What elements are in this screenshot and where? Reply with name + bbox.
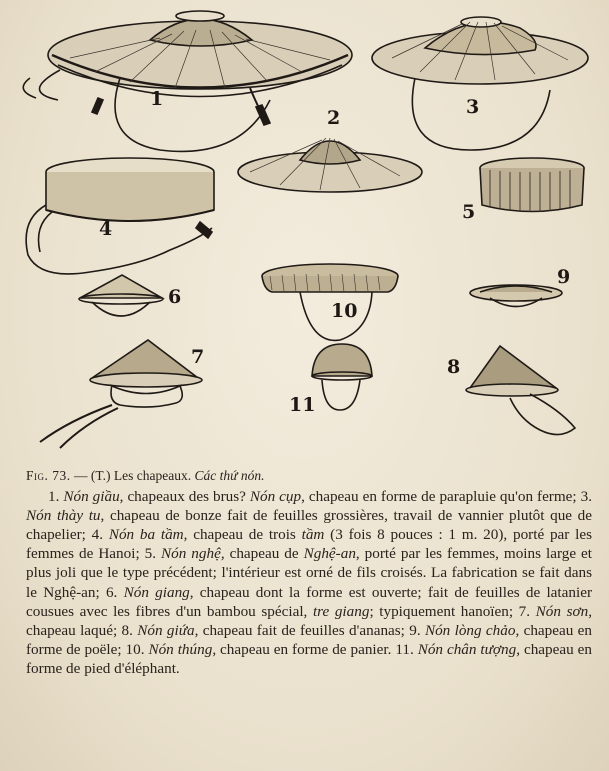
- hat-number-3: 3: [466, 96, 480, 118]
- figure-label: Fig. 73.: [26, 468, 71, 483]
- figure-caption: [26, 466, 592, 678]
- caption-hat-name: Nón giầu: [63, 488, 120, 506]
- hat-9-illustration: [470, 285, 562, 307]
- caption-text: , chapeau de bonze fait de feuilles grossières, travail de vannier plutôt que de chapelier; 4.: [26, 507, 592, 544]
- caption-hat-name: tầm: [301, 526, 325, 544]
- hat-number-1: 1: [150, 88, 164, 110]
- caption-text: , chapeau fait de feuilles d'ananas; 9.: [194, 621, 425, 639]
- caption-hat-name: Nón thày tu: [26, 507, 101, 525]
- caption-hat-name: Nón nghệ: [161, 545, 221, 563]
- hat-6-illustration: [79, 275, 163, 316]
- caption-title-text: — (T.) Les chapeaux.: [70, 468, 195, 483]
- caption-title-italic: Các thứ nón.: [194, 468, 265, 483]
- caption-hat-name: Nón cụp: [249, 488, 302, 506]
- caption-hat-name: Nghệ-an: [303, 545, 356, 563]
- caption-hat-name: Nón sơn: [535, 602, 589, 620]
- caption-text: 1.: [48, 488, 64, 506]
- caption-text: , chapeau en forme de pied d'éléphant.: [26, 640, 592, 677]
- hat-number-4: 4: [99, 218, 113, 240]
- caption-text: , chapeau en forme de poële; 10.: [26, 621, 592, 658]
- caption-text: (3 fois 8 pouces : 1 m. 20), porté par les femmes de Hanoi; 5.: [26, 526, 592, 563]
- caption-text: , porté par les femmes, moins large et plus joli que le type précédent; l'intérieur est orné de fils croisés. La fabrication se fait dans le Nghệ-an; 6.: [26, 545, 592, 601]
- caption-hat-name: Nón lòng chảo: [424, 621, 516, 639]
- caption-title: [26, 466, 592, 485]
- hat-number-5: 5: [462, 201, 476, 223]
- hat-number-8: 8: [447, 356, 461, 378]
- hat-3-illustration: [372, 17, 588, 150]
- hat-number-6: 6: [168, 286, 182, 308]
- caption-hat-name: Nón giang: [123, 583, 190, 601]
- caption-text: , chapeau dont la forme est ouverte; fait de feuilles de latanier cousues avec les fibres d'un bambou spécial,: [26, 583, 592, 620]
- hat-2-illustration: [238, 141, 422, 192]
- caption-text: ; typiquement hanoïen; 7.: [369, 602, 536, 620]
- hat-11-illustration: [312, 344, 372, 410]
- hat-1-illustration: [23, 11, 352, 151]
- caption-text: , chapeau de trois: [183, 526, 302, 544]
- caption-text: , chapeau en forme de parapluie qu'on ferme; 3.: [301, 488, 593, 506]
- caption-text: , chapeau laqué; 8.: [26, 602, 592, 639]
- caption-text: , chapeaux des brus?: [119, 488, 250, 506]
- caption-text: , chapeau en forme de panier. 11.: [212, 640, 418, 658]
- caption-hat-name: Nón chân tượng: [417, 640, 517, 658]
- hat-5-illustration: [480, 158, 584, 212]
- hat-8-illustration: [466, 346, 575, 435]
- hat-number-9: 9: [557, 266, 571, 288]
- caption-hat-name: tre giang: [312, 602, 370, 620]
- caption-text: , chapeau de: [220, 545, 304, 563]
- hat-number-10: 10: [331, 300, 358, 322]
- caption-body: [26, 487, 592, 678]
- hat-7-illustration: [40, 340, 205, 448]
- caption-hat-name: Nón ba tầm: [108, 526, 184, 544]
- caption-hat-name: Nón giứa: [137, 621, 195, 639]
- hat-number-2: 2: [327, 107, 341, 129]
- hat-number-7: 7: [191, 346, 205, 368]
- hat-4-illustration: [26, 158, 214, 274]
- hat-number-11: 11: [289, 394, 316, 416]
- caption-hat-name: Nón thúng: [148, 640, 213, 658]
